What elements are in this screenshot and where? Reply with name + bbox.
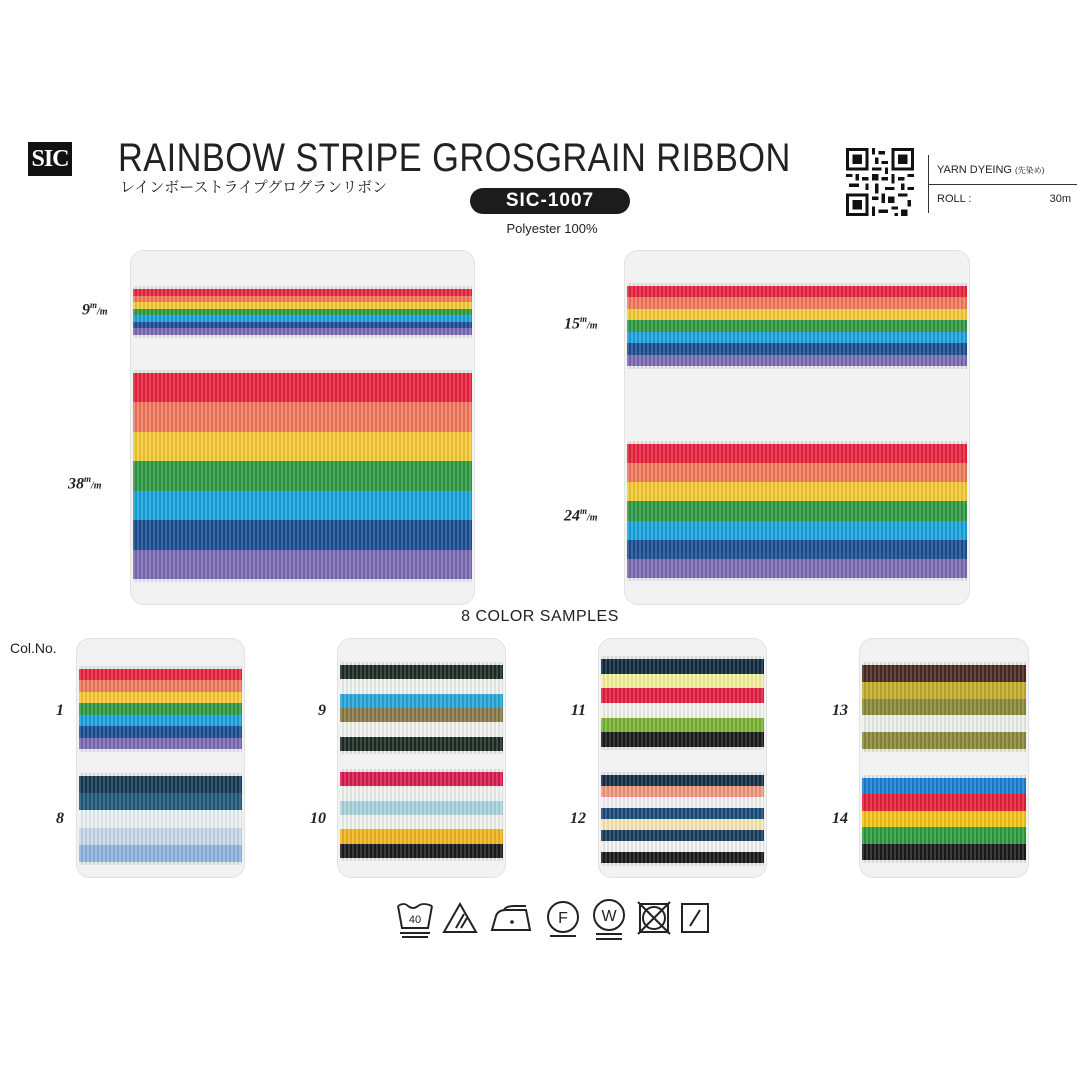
ribbon-edge [627,578,967,581]
ribbon-edge [133,579,472,582]
wash-temp-text: 40 [408,914,422,926]
ribbon-stripe [601,797,764,808]
ribbon-stripe [601,786,764,797]
color-number-9: 9 [318,702,326,719]
ribbon-edge [627,366,967,369]
ribbon-stripe [133,302,472,309]
ribbon-stripe [627,343,967,354]
ribbon-stripe [862,732,1026,749]
ribbon-stripe [601,775,764,786]
sample-ribbon-col-10[interactable] [340,769,503,861]
ribbon-stripe [340,844,503,858]
product-info-box [928,155,1077,213]
ribbon-stripe [79,680,242,691]
ribbon-stripe [601,718,764,733]
ribbon-edge [79,773,242,776]
yarn-dyeing-note: (先染め) [1015,166,1045,175]
ribbon-stripe [862,827,1026,843]
color-number-14: 14 [832,810,848,827]
ribbon-24mm [627,441,967,581]
ribbon-stripe [79,810,242,827]
line-dry-icon [678,898,712,938]
ribbon-edge [79,666,242,669]
ribbon-stripe [133,309,472,316]
wetclean-w-icon [590,898,628,938]
page-subtitle-japanese: レインボーストライプグログランリボン [120,179,388,196]
sample-ribbon-col-12[interactable] [601,772,764,866]
unit-bottom: /m [587,320,598,332]
ribbon-stripe [601,808,764,819]
ribbon-stripe [627,540,967,559]
trademark-symbol: ™ [66,168,72,174]
ribbon-edge [340,769,503,772]
ribbon-stripe [340,679,503,693]
ribbon-stripe [133,328,472,335]
unit-top: m [580,314,588,324]
ribbon-stripe [340,815,503,829]
ribbon-stripe [601,841,764,852]
ribbon-stripe [133,315,472,322]
ribbon-edge [340,858,503,861]
width-label-24mm [564,506,598,525]
ribbon-stripe [133,550,472,579]
ribbon-stripe [340,665,503,679]
sic-logo: SIC [28,142,72,176]
dry-clean-text: F [558,910,568,927]
sample-ribbon-col-11[interactable] [601,656,764,750]
ribbon-stripe [862,715,1026,732]
ribbon-stripe [340,737,503,751]
color-number-1: 1 [56,702,64,719]
ribbon-stripe [340,786,503,800]
ribbon-stripe [133,402,472,431]
ribbon-edge [601,772,764,775]
ribbon-stripe [862,844,1026,860]
ribbon-edge [133,335,472,338]
width-value-15: 15 [564,315,580,333]
ribbon-stripe [601,703,764,718]
ribbon-stripe [79,703,242,714]
ribbon-stripe [133,461,472,490]
ribbon-edge [340,662,503,665]
sample-ribbon-col-13[interactable] [862,662,1026,752]
ribbon-stripe [133,296,472,303]
ribbon-stripe [627,501,967,520]
ribbon-edge [133,370,472,373]
ribbon-edge [601,747,764,750]
ribbon-38mm [133,370,472,582]
ribbon-stripe [601,732,764,747]
ribbon-15mm [627,283,967,369]
ribbon-stripe [862,794,1026,810]
ribbon-edge [862,662,1026,665]
ribbon-stripe [601,674,764,689]
width-value-38: 38 [68,475,84,493]
ribbon-stripe [601,852,764,863]
ribbon-stripe [601,819,764,830]
sample-ribbon-col-8[interactable] [79,773,242,865]
unit-top: m [580,506,588,516]
ribbon-stripe [133,289,472,296]
color-number-10: 10 [310,810,326,827]
width-value-24: 24 [564,507,580,525]
ribbon-stripe [862,811,1026,827]
ribbon-edge [627,441,967,444]
ribbon-stripe [601,830,764,841]
ribbon-stripe [340,694,503,708]
ribbon-stripe [862,665,1026,682]
ribbon-edge [627,283,967,286]
ribbon-stripe [627,521,967,540]
ribbon-stripe [79,715,242,726]
ribbon-stripe [862,682,1026,699]
info-divider [929,184,1077,185]
ribbon-stripe [340,829,503,843]
ribbon-stripe [601,688,764,703]
no-tumble-dry-icon [636,898,672,938]
ribbon-stripe [340,801,503,815]
ribbon-edge [862,749,1026,752]
ribbon-stripe [601,659,764,674]
ribbon-stripe [79,793,242,810]
ribbon-stripe [862,699,1026,716]
dryclean-f-icon [544,898,582,938]
ribbon-edge [79,862,242,865]
ribbon-edge [79,749,242,752]
ribbon-stripe [79,738,242,749]
ribbon-stripe [627,444,967,463]
unit-bottom: /m [587,512,598,524]
ribbon-stripe [340,708,503,722]
samples-section-title: 8 COLOR SAMPLES [461,608,619,625]
bleach-icon [442,898,478,938]
ribbon-stripe [862,778,1026,794]
ribbon-stripe [627,355,967,366]
ribbon-edge [133,286,472,289]
ribbon-stripe [133,432,472,461]
ribbon-stripe [133,373,472,402]
unit-bottom: /m [91,480,102,492]
ribbon-edge [601,863,764,866]
sample-ribbon-col-1[interactable] [79,666,242,752]
ribbon-9mm [133,286,472,338]
roll-value: 30m [1049,193,1071,205]
ribbon-stripe [627,286,967,297]
width-label-15mm [564,314,598,333]
ribbon-stripe [627,309,967,320]
color-number-11: 11 [570,702,586,719]
product-code-badge: SIC-1007 [470,188,630,214]
unit-top: m [84,474,92,484]
ribbon-stripe [340,722,503,736]
sample-ribbon-col-9[interactable] [340,662,503,754]
wash-40-icon [396,898,434,938]
unit-bottom: /m [97,306,108,318]
color-number-13: 13 [832,702,848,719]
unit-top: m [90,300,98,310]
width-value-9: 9 [82,301,90,319]
ribbon-stripe [133,322,472,329]
roll-label: ROLL : [937,193,972,205]
sample-ribbon-col-14[interactable] [862,775,1026,863]
wet-clean-text: W [601,908,617,925]
ribbon-stripe [627,559,967,578]
yarn-dyeing-label: YARN DYEING [937,164,1012,176]
ribbon-stripe [79,845,242,862]
ribbon-stripe [627,332,967,343]
ribbon-stripe [133,491,472,520]
material-label: Polyester 100% [506,221,598,236]
ribbon-stripe [340,772,503,786]
page-title: RAINBOW STRIPE GROSGRAIN RIBBON [118,136,791,180]
width-label-38mm [68,474,102,493]
ribbon-edge [601,656,764,659]
ribbon-stripe [627,297,967,308]
ribbon-stripe [79,776,242,793]
ribbon-stripe [79,669,242,680]
ribbon-stripe [627,482,967,501]
col-no-header: Col.No. [10,640,57,656]
yarn-dyeing-row [937,157,1071,183]
ribbon-edge [862,860,1026,863]
ribbon-stripe [79,726,242,737]
iron-icon [488,898,534,938]
roll-row [937,186,1071,212]
ribbon-stripe [627,463,967,482]
color-number-12: 12 [570,810,586,827]
ribbon-stripe [133,520,472,549]
ribbon-stripe [627,320,967,331]
qr-code-icon[interactable] [846,148,914,216]
ribbon-edge [340,751,503,754]
ribbon-edge [862,775,1026,778]
width-label-9mm [82,300,108,319]
color-number-8: 8 [56,810,64,827]
ribbon-stripe [79,692,242,703]
ribbon-stripe [79,828,242,845]
